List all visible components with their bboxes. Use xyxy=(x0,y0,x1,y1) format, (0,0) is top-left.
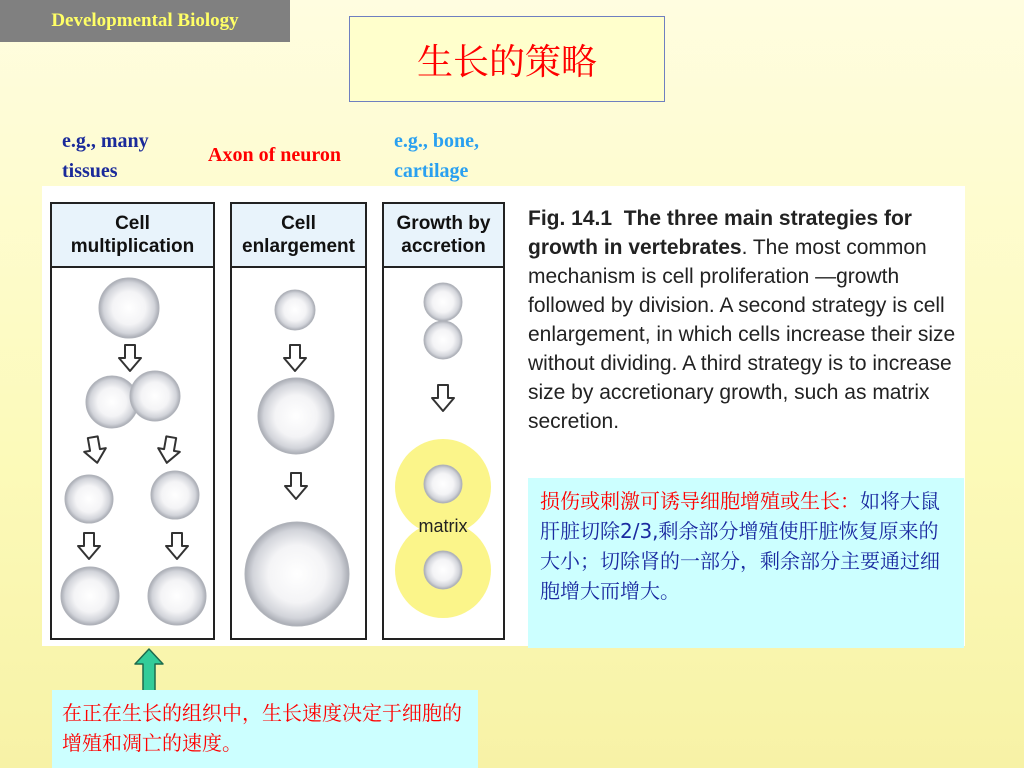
note-right-blue-text: 如将大鼠肝脏切除2/3,剩余部分增殖使肝脏恢复原来的大小；切除肾的一部分，剩余部分主要通过细胞增大而增大。 xyxy=(540,489,940,603)
up-arrow-icon xyxy=(134,648,164,692)
down-arrow-icon xyxy=(156,435,182,464)
panel-header-line1: Growth by xyxy=(396,213,491,234)
cell-icon xyxy=(275,290,315,330)
cell-icon xyxy=(148,567,206,625)
label-bone-line1: e.g., bone, xyxy=(394,130,479,152)
cell-icon xyxy=(258,378,334,454)
note-right-red-text: 损伤或刺激可诱导细胞增殖或生长： xyxy=(540,489,860,513)
cell-icon xyxy=(61,567,119,625)
down-arrow-icon xyxy=(285,473,307,499)
panel-header-line2: enlargement xyxy=(242,236,355,257)
cell-icon xyxy=(424,321,462,359)
cell-icon xyxy=(245,522,349,626)
panel-header-line2: accretion xyxy=(401,236,486,257)
label-many-tissues xyxy=(62,126,149,186)
label-axon: Axon of neuron xyxy=(208,144,341,166)
note-injury-regeneration xyxy=(528,478,964,648)
down-arrow-icon xyxy=(284,345,306,371)
slide-title: 生长的策略 xyxy=(349,16,665,102)
label-bone-cartilage xyxy=(394,126,479,186)
course-tag: Developmental Biology xyxy=(0,0,290,42)
caption-bold-title: The three main strategies for growth in vertebrates xyxy=(528,207,912,259)
caption-fig-number: Fig. 14.1 xyxy=(528,207,613,230)
down-arrow-icon xyxy=(78,533,100,559)
down-arrow-icon xyxy=(119,345,141,371)
cell-icon xyxy=(99,278,159,338)
panel-header-line1: Cell xyxy=(115,213,150,234)
panel-header-line2: multiplication xyxy=(70,236,195,257)
down-arrow-icon xyxy=(166,533,188,559)
cell-diagram xyxy=(42,186,522,646)
label-many-tissues-line2: tissues xyxy=(62,160,118,182)
cell-icon xyxy=(151,471,199,519)
dividing-cell-icon xyxy=(86,371,180,428)
matrix-label: matrix xyxy=(418,516,468,536)
note-growth-rate: 在正在生长的组织中，生长速度决定于细胞的增殖和凋亡的速度。 xyxy=(52,690,478,768)
cell-icon xyxy=(424,551,462,589)
caption-body: . The most common mechanism is cell proliferation —growth followed by division. A second strategy is cell enlargement, in which cells increase their size without dividing. A third strategy is to increase size by accretionary growth, such as matrix secretion. xyxy=(528,236,956,433)
label-many-tissues-line1: e.g., many xyxy=(62,130,149,152)
figure-caption xyxy=(528,204,968,436)
cell-icon xyxy=(424,283,462,321)
down-arrow-icon xyxy=(432,385,454,411)
label-bone-line2: cartilage xyxy=(394,160,469,182)
down-arrow-icon xyxy=(82,435,108,464)
cell-icon xyxy=(65,475,113,523)
cell-icon xyxy=(424,465,462,503)
panel-header-line1: Cell xyxy=(281,213,316,234)
